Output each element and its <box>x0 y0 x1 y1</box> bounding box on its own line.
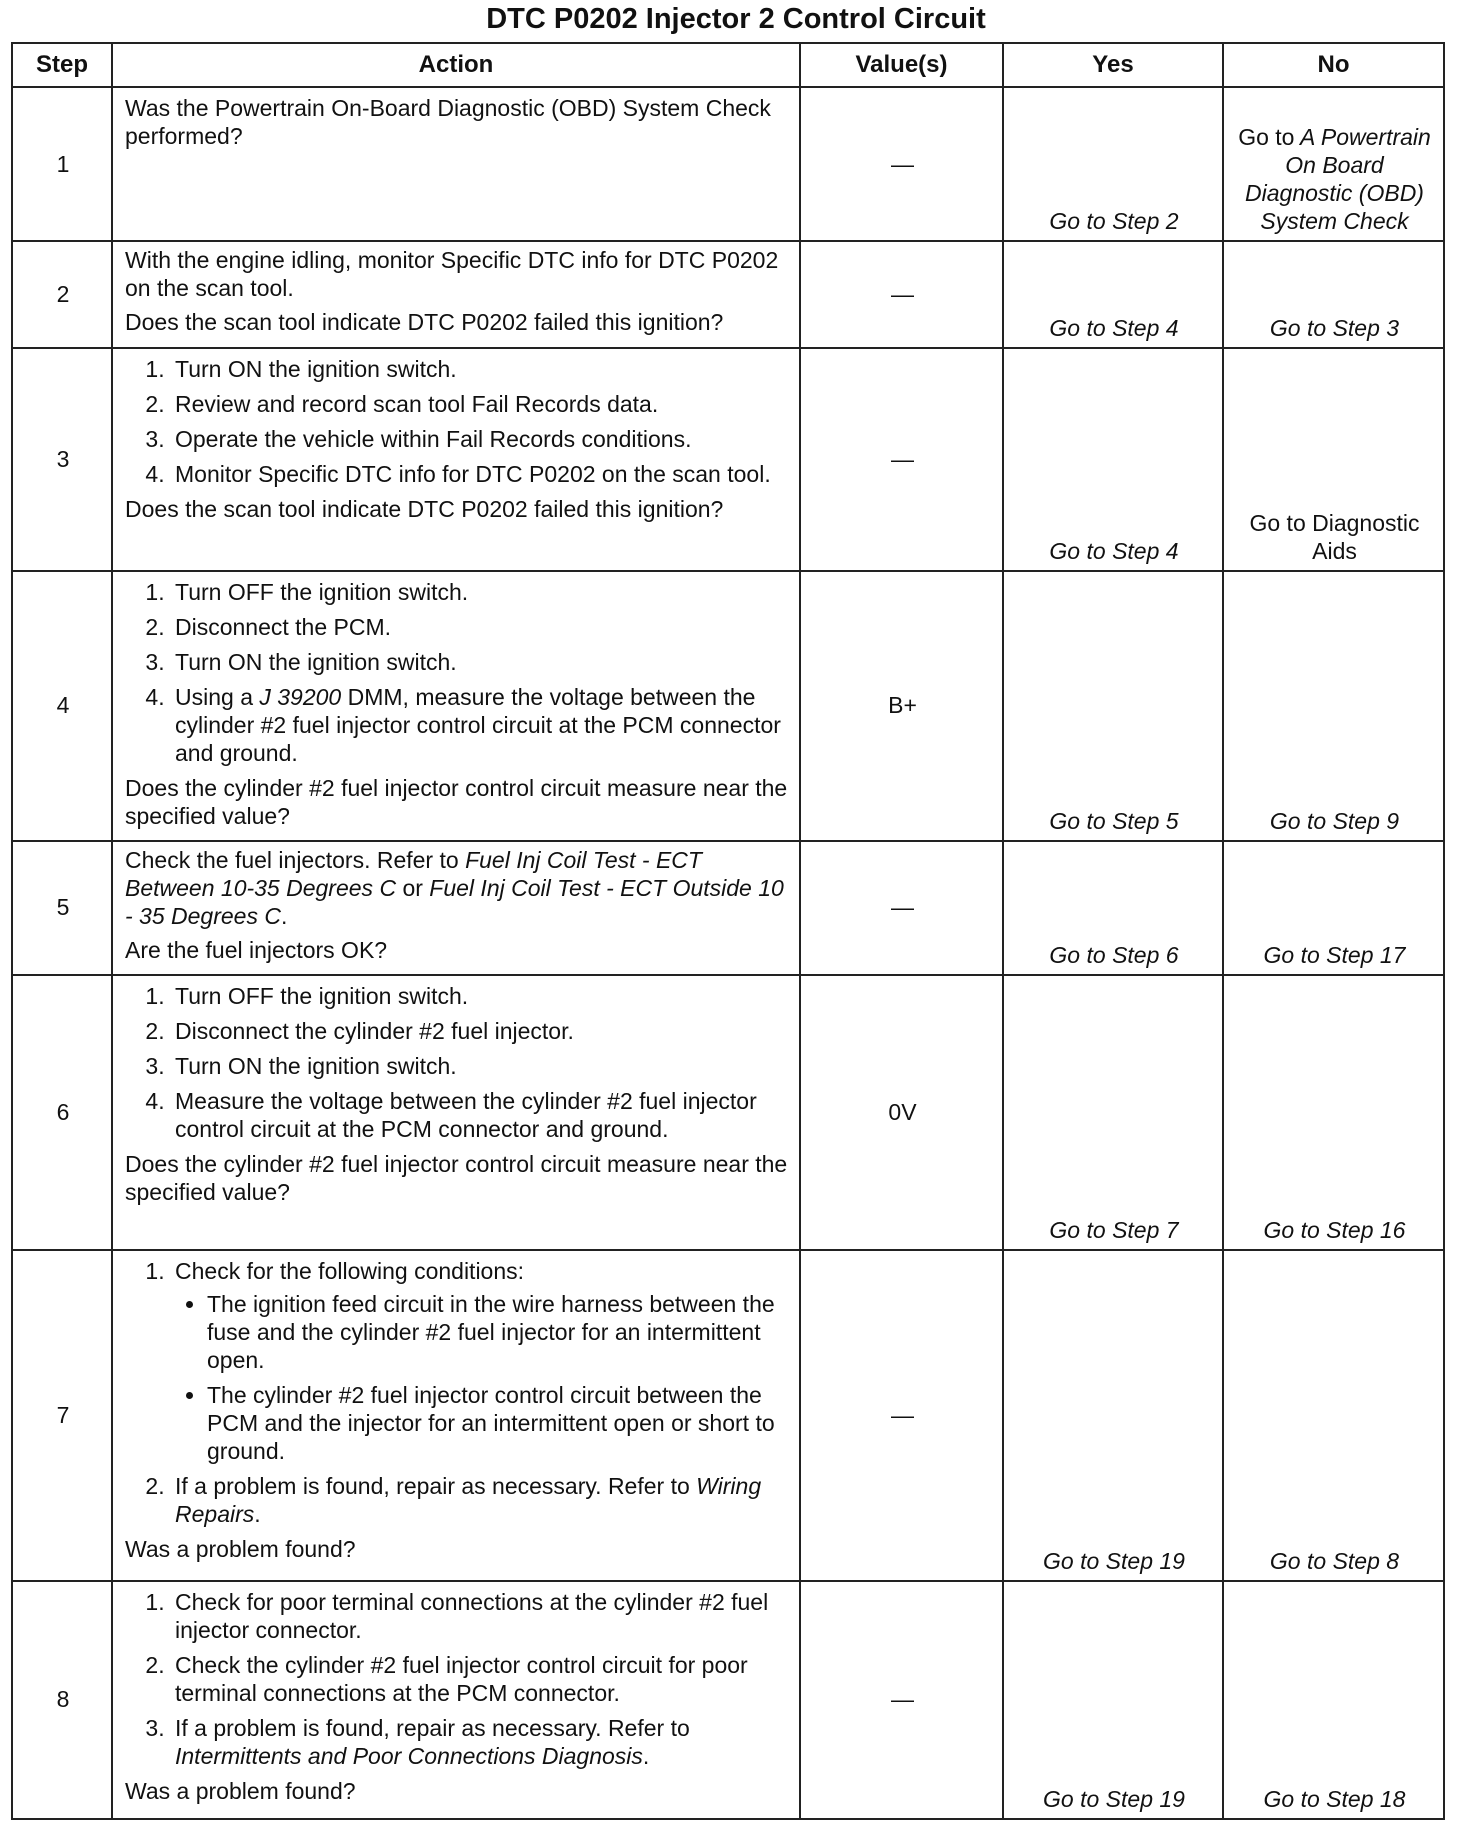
action-question: Was a problem found? <box>125 1777 356 1804</box>
action-cell <box>112 1250 800 1580</box>
yes-cell: Go to Step 6 <box>1003 841 1223 975</box>
doc-reference: Fuel Inj Coil Test - ECT Between 10-35 Degrees C <box>125 846 702 901</box>
action-steps <box>125 1257 789 1528</box>
doc-reference: Fuel Inj Coil Test - ECT Outside 10 - 35 Degrees C <box>125 874 784 929</box>
action-cell <box>112 241 800 348</box>
action-question: Was the Powertrain On-Board Diagnostic (OBD) System Check performed? <box>125 95 771 149</box>
condition-item: • The ignition feed circuit in the wire harness between the fuse and the cylinder #2 fuel injector for an intermittent open. <box>207 1290 789 1374</box>
action-step-item: 1. Turn ON the ignition switch. <box>171 355 789 383</box>
header-values: Value(s) <box>800 43 1003 87</box>
action-question: Does the cylinder #2 fuel injector control circuit measure near the specified value? <box>125 774 788 829</box>
yes-cell: Go to Step 2 <box>1003 87 1223 241</box>
intro-text: or <box>396 874 430 901</box>
action-cell <box>112 975 800 1250</box>
step-number: 4 <box>12 571 112 841</box>
table-row <box>12 841 1444 975</box>
step-number: 6 <box>12 975 112 1250</box>
yes-cell: Go to Step 19 <box>1003 1581 1223 1819</box>
yes-cell: Go to Step 7 <box>1003 975 1223 1250</box>
action-step-item <box>171 683 789 767</box>
action-intro: With the engine idling, monitor Specific DTC info for DTC P0202 on the scan tool. <box>125 247 779 302</box>
yes-cell: Go to Step 19 <box>1003 1250 1223 1580</box>
step-text: Check for the following conditions: <box>175 1258 525 1285</box>
no-cell: Go to Step 9 <box>1223 571 1444 841</box>
no-cell <box>1223 87 1444 241</box>
action-steps <box>125 982 789 1143</box>
value-cell: — <box>800 87 1003 241</box>
table-row <box>12 1581 1444 1819</box>
action-steps <box>125 1588 789 1770</box>
action-question: Are the fuel injectors OK? <box>125 936 388 963</box>
table-row <box>12 975 1444 1250</box>
header-step: Step <box>12 43 112 87</box>
value-cell: — <box>800 841 1003 975</box>
step-text: . <box>642 1742 650 1769</box>
doc-reference: Intermittents and Poor Connections Diagnosis <box>175 1742 643 1769</box>
action-step-item: 1. Check for poor terminal connections at the cylinder #2 fuel injector connector. <box>171 1588 789 1644</box>
value-cell: — <box>800 241 1003 348</box>
tool-reference: J 39200 <box>259 683 342 710</box>
no-reference: A Powertrain On Board Diagnostic (OBD) System Check <box>1245 124 1431 235</box>
table-row <box>12 571 1444 841</box>
action-steps <box>125 355 789 488</box>
table-row <box>12 87 1444 241</box>
step-number: 5 <box>12 841 112 975</box>
no-cell: Go to Step 18 <box>1223 1581 1444 1819</box>
step-number: 7 <box>12 1250 112 1580</box>
value-cell: — <box>800 1581 1003 1819</box>
intro-text: . <box>280 902 288 929</box>
no-prefix: Go to <box>1238 124 1295 151</box>
action-step-item: 1. Turn OFF the ignition switch. <box>171 982 789 1010</box>
action-step-item: 1. Turn OFF the ignition switch. <box>171 578 789 606</box>
action-cell <box>112 87 800 241</box>
step-text: . <box>254 1501 261 1528</box>
action-cell <box>112 841 800 975</box>
no-cell: Go to Diagnostic Aids <box>1223 348 1444 570</box>
action-step-item <box>171 1257 789 1465</box>
action-step-item: 2. Disconnect the cylinder #2 fuel injector. <box>171 1017 789 1045</box>
step-number: 8 <box>12 1581 112 1819</box>
table-row <box>12 348 1444 570</box>
step-number: 1 <box>12 87 112 241</box>
table-row <box>12 241 1444 348</box>
no-cell: Go to Step 3 <box>1223 241 1444 348</box>
action-steps <box>125 578 789 767</box>
action-question: Does the cylinder #2 fuel injector control circuit measure near the specified value? <box>125 1150 788 1205</box>
value-cell: 0V <box>800 975 1003 1250</box>
step-number: 2 <box>12 241 112 348</box>
condition-item: • The cylinder #2 fuel injector control circuit between the PCM and the injector for an intermittent open or short to ground. <box>207 1381 789 1465</box>
step-number: 3 <box>12 348 112 570</box>
action-step-item <box>171 1714 789 1770</box>
step-text: DMM, measure the voltage between the cylinder #2 fuel injector control circuit at the PCM connector and ground. <box>175 683 781 766</box>
header-yes: Yes <box>1003 43 1223 87</box>
value-cell: B+ <box>800 571 1003 841</box>
action-step-item: 3. Operate the vehicle within Fail Records conditions. <box>171 425 789 453</box>
action-step-item: 2. Check the cylinder #2 fuel injector control circuit for poor terminal connections at the PCM connector. <box>171 1651 789 1707</box>
value-cell: — <box>800 1250 1003 1580</box>
action-question: Does the scan tool indicate DTC P0202 failed this ignition? <box>125 496 724 523</box>
action-step-item: 3. Turn ON the ignition switch. <box>171 648 789 676</box>
table-header-row <box>12 43 1444 87</box>
doc-reference: Wiring Repairs <box>175 1473 762 1528</box>
no-cell: Go to Step 8 <box>1223 1250 1444 1580</box>
action-question: Does the scan tool indicate DTC P0202 failed this ignition? <box>125 309 724 336</box>
step-text: If a problem is found, repair as necessary. Refer to <box>175 1714 690 1741</box>
table-row <box>12 1250 1444 1580</box>
action-intro <box>125 846 789 930</box>
header-action: Action <box>112 43 800 87</box>
action-cell <box>112 348 800 570</box>
intro-text: Check the fuel injectors. Refer to <box>125 846 466 873</box>
no-cell: Go to Step 17 <box>1223 841 1444 975</box>
diagnostic-table <box>11 42 1445 1820</box>
header-no: No <box>1223 43 1444 87</box>
page-title: DTC P0202 Injector 2 Control Circuit <box>486 3 986 35</box>
yes-cell: Go to Step 5 <box>1003 571 1223 841</box>
yes-cell: Go to Step 4 <box>1003 348 1223 570</box>
condition-list <box>175 1290 789 1465</box>
action-cell <box>112 571 800 841</box>
action-cell <box>112 1581 800 1819</box>
step-text: If a problem is found, repair as necessary. Refer to <box>175 1473 697 1500</box>
action-step-item: 3. Turn ON the ignition switch. <box>171 1052 789 1080</box>
yes-cell: Go to Step 4 <box>1003 241 1223 348</box>
action-step-item <box>171 1472 789 1528</box>
action-step-item: 4. Monitor Specific DTC info for DTC P0202 on the scan tool. <box>171 460 789 488</box>
action-step-item: 2. Disconnect the PCM. <box>171 613 789 641</box>
action-question: Was a problem found? <box>125 1536 356 1563</box>
action-step-item: 4. Measure the voltage between the cylinder #2 fuel injector control circuit at the PCM connector and ground. <box>171 1087 789 1143</box>
no-cell: Go to Step 16 <box>1223 975 1444 1250</box>
action-step-item: 2. Review and record scan tool Fail Records data. <box>171 390 789 418</box>
value-cell: — <box>800 348 1003 570</box>
step-text: Using a <box>175 683 260 710</box>
